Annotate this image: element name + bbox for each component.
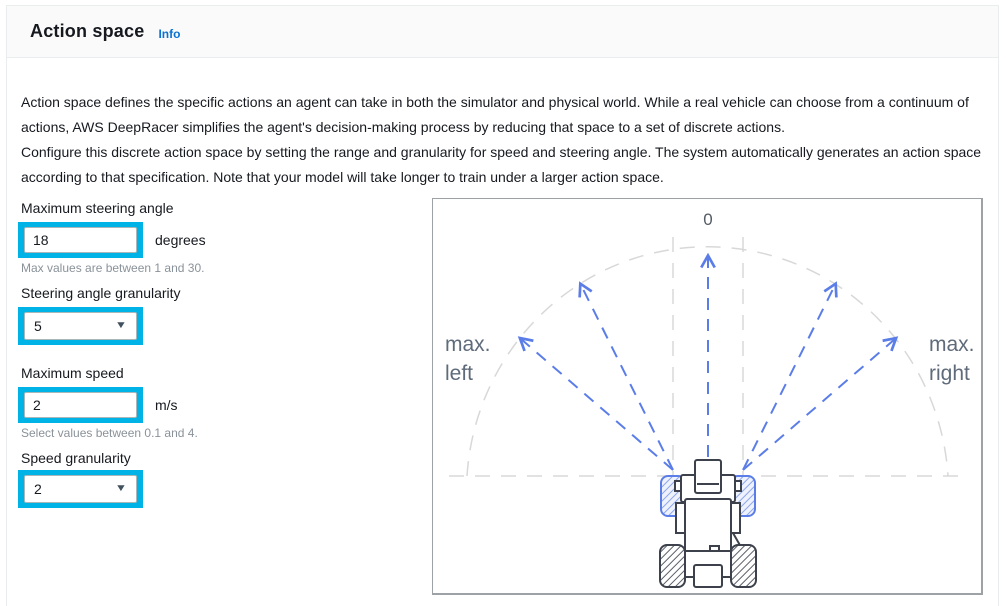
max-steering-unit: degrees xyxy=(155,232,206,248)
steering-diagram xyxy=(432,198,983,595)
speed-granularity-select[interactable] xyxy=(24,475,137,503)
caret-down-icon: ▼ xyxy=(114,320,128,331)
max-steering-input[interactable] xyxy=(24,227,137,253)
arrow-inner-right xyxy=(743,285,835,470)
max-steering-helper: Max values are between 1 and 30. xyxy=(21,261,205,275)
car-left-shock xyxy=(676,503,685,533)
max-speed-unit: m/s xyxy=(155,397,178,413)
steering-diagram-svg xyxy=(433,199,981,593)
steering-granularity-select[interactable] xyxy=(24,312,137,340)
page-title: Action space xyxy=(30,21,145,41)
info-link[interactable]: Info xyxy=(158,26,181,41)
max-right-label-line1: max. xyxy=(929,333,975,356)
panel-header xyxy=(7,6,998,58)
action-arrows xyxy=(521,257,895,470)
max-speed-label: Maximum speed xyxy=(21,365,124,381)
max-speed-input[interactable] xyxy=(24,392,137,418)
max-right-label-line2: right xyxy=(929,362,970,385)
max-speed-helper: Select values between 0.1 and 4. xyxy=(21,426,198,440)
caret-down-icon: ▼ xyxy=(114,483,128,494)
arrow-outer-right xyxy=(743,339,895,470)
arrow-outer-left xyxy=(521,339,673,470)
car-rear-bumper xyxy=(694,565,722,587)
steering-granularity-value: 5 xyxy=(34,318,42,334)
speed-granularity-value: 2 xyxy=(34,481,42,497)
car-illustration xyxy=(660,460,756,587)
steering-granularity-label: Steering angle granularity xyxy=(21,285,181,301)
annotation-highlight-max-steering xyxy=(18,222,143,258)
rear-left-wheel xyxy=(660,545,685,587)
max-steering-label: Maximum steering angle xyxy=(21,200,174,216)
max-left-label-line1: max. xyxy=(445,333,491,356)
description-paragraph-1: Action space defines the specific actions an agent can take in both the simulator and physical world. While a real vehicle can choose from a continuum of actions, AWS DeepRacer simplifies the agent's decision-making process by reducing that space to a set of discrete actions. xyxy=(21,94,969,135)
annotation-highlight-speed-granularity xyxy=(18,470,143,508)
car-right-shock xyxy=(731,503,740,533)
arrow-inner-left xyxy=(581,285,673,470)
speed-granularity-label: Speed granularity xyxy=(21,450,131,466)
rear-right-wheel xyxy=(731,545,756,587)
annotation-highlight-steering-granularity xyxy=(18,307,143,345)
action-space-form xyxy=(21,200,421,530)
car-chassis xyxy=(685,499,731,554)
description-paragraph-2: Configure this discrete action space by setting the range and granularity for speed and steering angle. The system automatically generates an action space according to that specification. Note that your model will take longer to train under a larger action space. xyxy=(21,144,982,185)
annotation-highlight-max-speed xyxy=(18,387,143,423)
action-space-panel xyxy=(6,5,999,606)
max-left-label-line2: left xyxy=(445,362,474,385)
diagram-zero-label: 0 xyxy=(703,210,713,229)
car-bumper xyxy=(695,460,721,493)
